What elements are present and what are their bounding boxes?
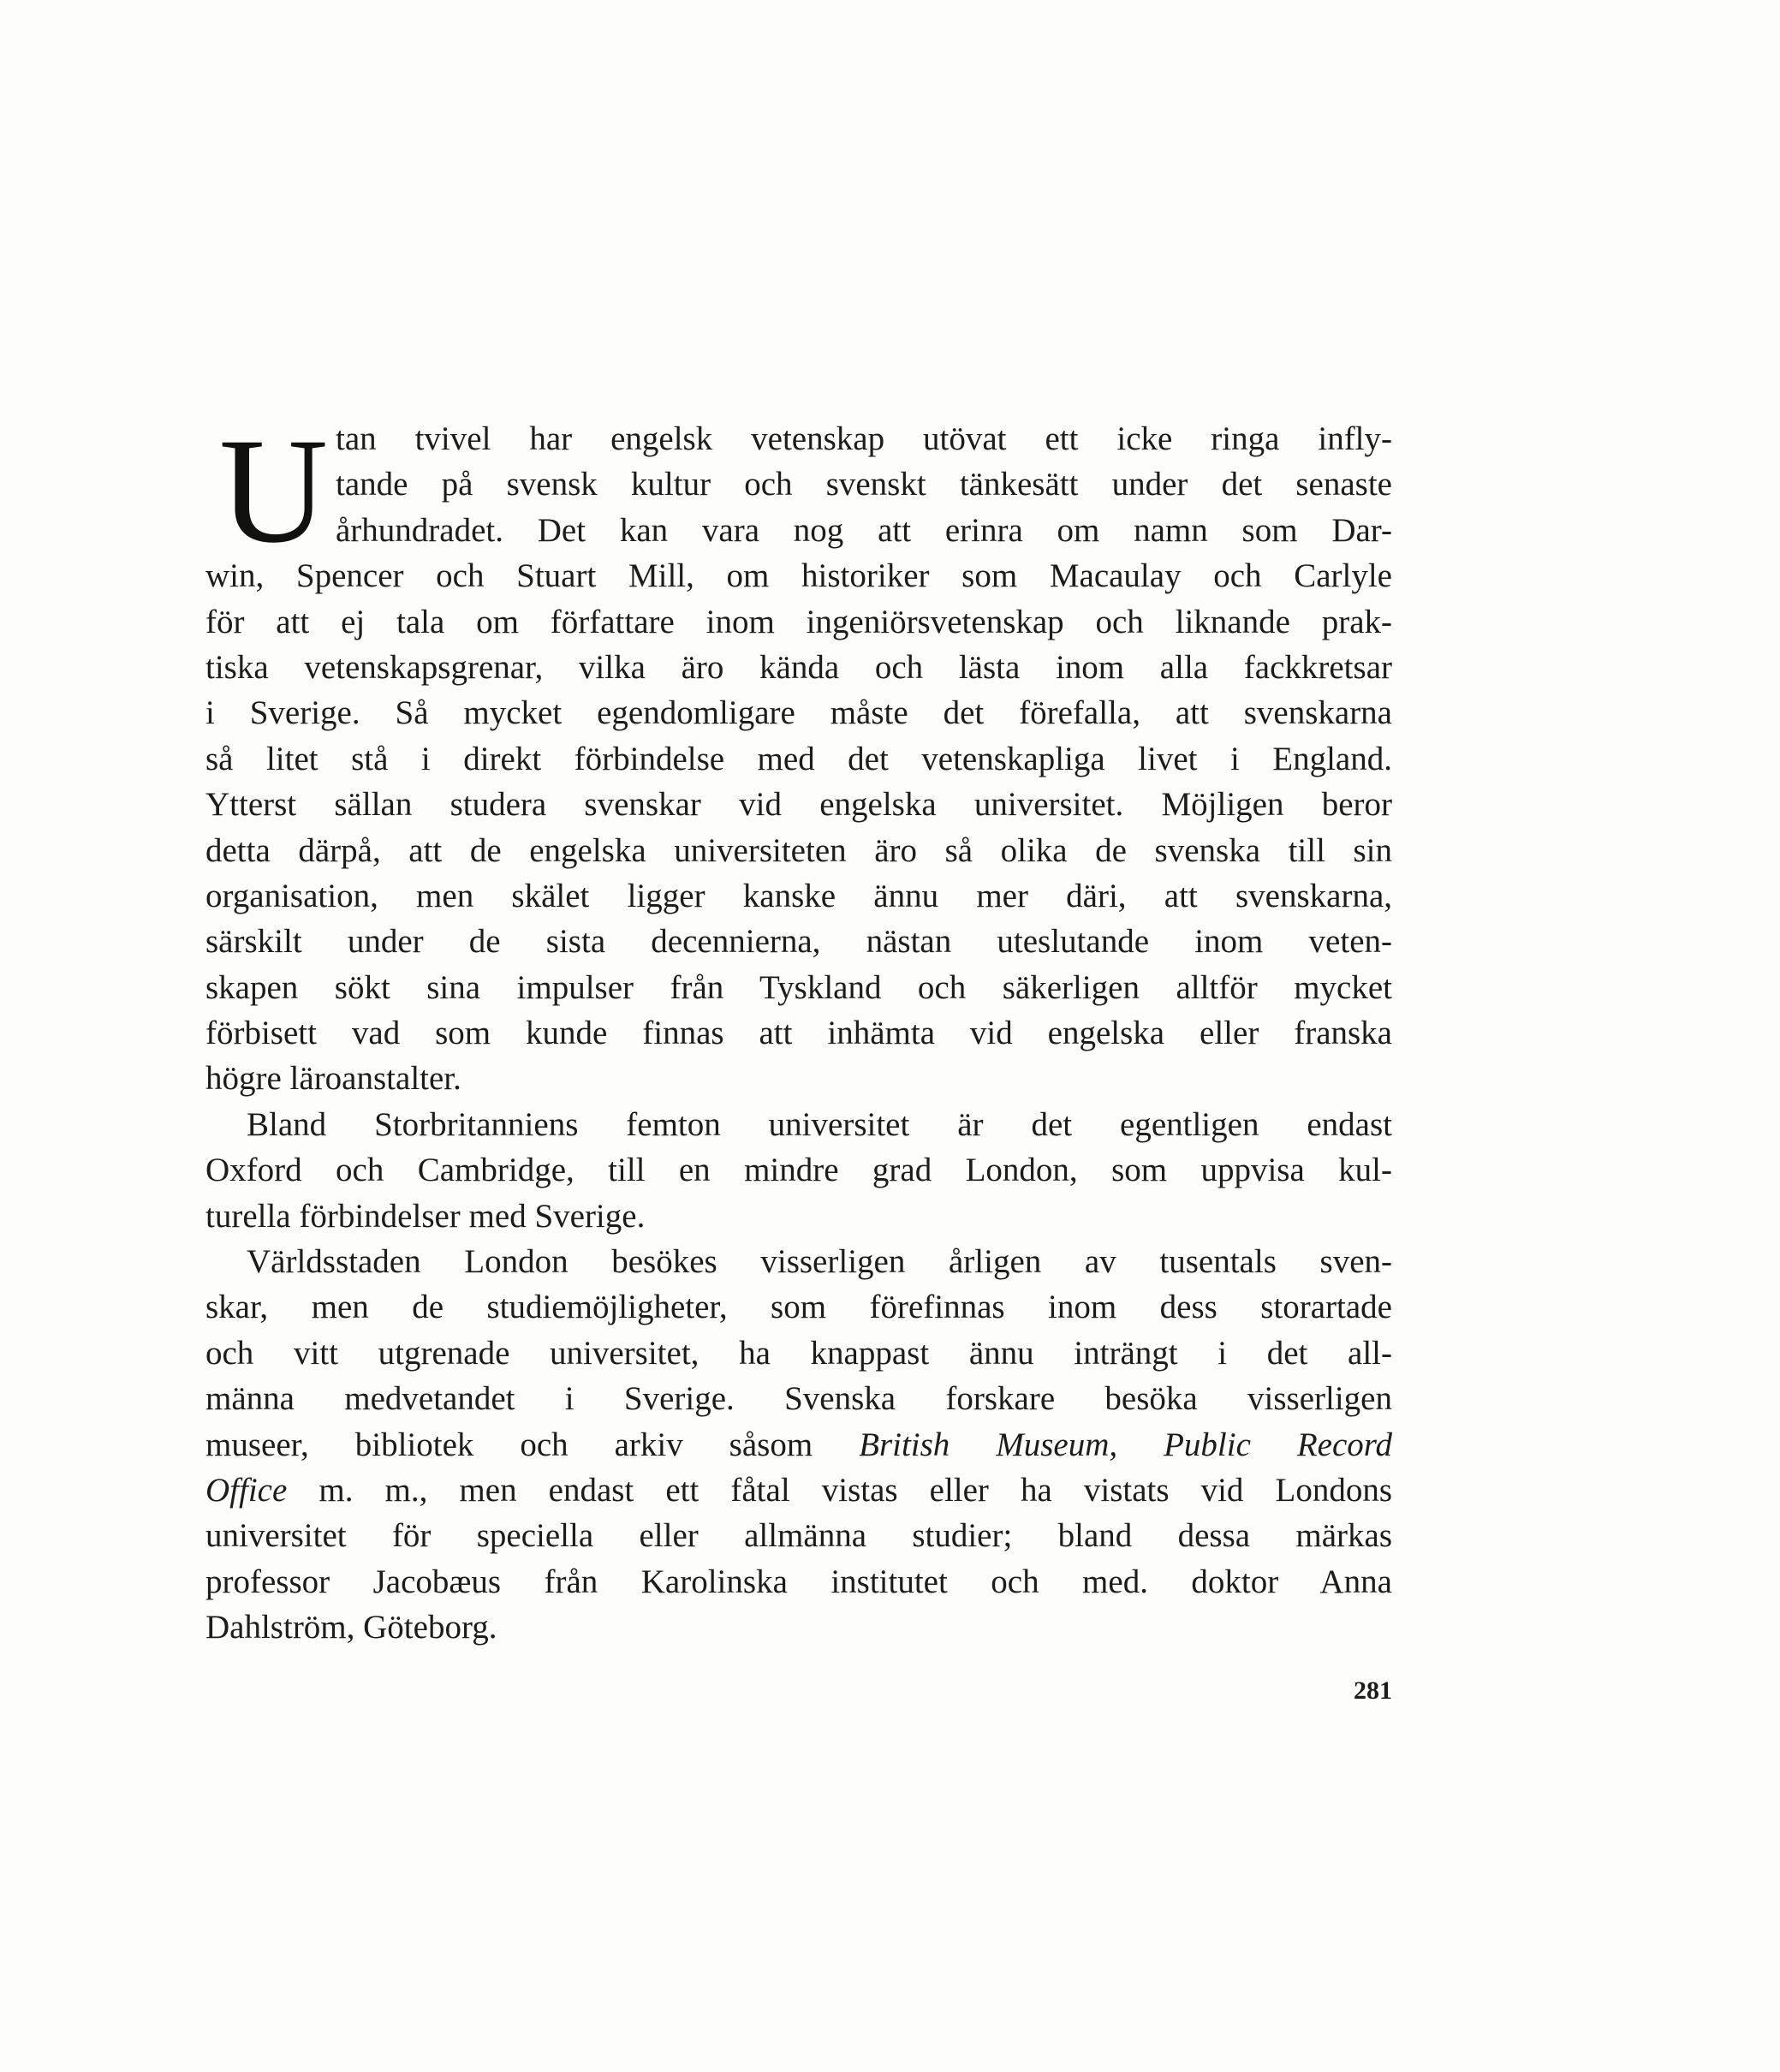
text-line: Bland Storbritanniens femton universitet är det egentligen endast [247, 1105, 1392, 1143]
text-line: Ytterst sällan studera svenskar vid engelska universitet. Möjligen beror [205, 786, 1392, 824]
text-line: förbisett vad som kunde finnas att inhämta vid engelska eller franska [205, 1015, 1392, 1052]
text-segment: m. m., men endast ett fåtal vistas eller ha vistats vid Londons [287, 1471, 1392, 1509]
italic-title: Office [205, 1471, 288, 1509]
text-line: detta därpå, att de engelska universiteten äro så olika de svenska till sin [205, 831, 1392, 869]
text-line: i Sverige. Så mycket egendomligare måste det förefalla, att svenskarna [205, 694, 1392, 732]
text-line: skar, men de studiemöjligheter, som förefinnas inom dess storartade [205, 1289, 1392, 1326]
text-line: Världsstaden London besökes visserligen årligen av tusentals sven- [247, 1243, 1392, 1281]
page-number: 281 [1354, 1676, 1392, 1705]
text-line: tiska vetenskapsgrenar, vilka äro kända och lästa inom alla fackkretsar [205, 648, 1392, 686]
text-line [205, 1468, 1392, 1513]
text-line [205, 1422, 1392, 1468]
text-line: tan tvivel har engelsk vetenskap utövat ett icke ringa infly- [336, 420, 1392, 457]
text-line: organisation, men skälet ligger kanske ännu mer däri, att svenskarna, [205, 877, 1392, 914]
text-line: Oxford och Cambridge, till en mindre grad London, som uppvisa kul- [205, 1152, 1392, 1189]
text-line: Dahlström, Göteborg. [205, 1609, 497, 1646]
text-line: professor Jacobæus från Karolinska institutet och med. doktor Anna [205, 1563, 1392, 1600]
text-line: århundradet. Det kan vara nog att erinra om namn som Dar- [336, 511, 1392, 549]
text-line: för att ej tala om författare inom ingeniörsvetenskap och liknande prak- [205, 603, 1392, 640]
text-line: universitet för speciella eller allmänna studier; bland dessa märkas [205, 1517, 1392, 1555]
body-text [205, 408, 1392, 1651]
text-line: win, Spencer och Stuart Mill, om historiker som Macaulay och Carlyle [205, 557, 1392, 595]
italic-title: British Museum, Public Record [859, 1426, 1392, 1463]
drop-cap: U [219, 408, 329, 575]
text-line: så litet stå i direkt förbindelse med det vetenskapliga livet i England. [205, 740, 1392, 777]
text-line: skapen sökt sina impulser från Tyskland och säkerligen alltför mycket [205, 968, 1392, 1006]
text-line: särskilt under de sista decennierna, nästan uteslutande inom veten- [205, 923, 1392, 961]
text-line: högre läroanstalter. [205, 1060, 461, 1098]
text-line: männa medvetandet i Sverige. Svenska forskare besöka visserligen [205, 1380, 1392, 1418]
text-line: tande på svensk kultur och svenskt tänkesätt under det senaste [336, 466, 1392, 503]
text-line: och vitt utgrenade universitet, ha knappast ännu inträngt i det all- [205, 1334, 1392, 1372]
text-line: turella förbindelser med Sverige. [205, 1197, 646, 1235]
text-segment: museer, bibliotek och arkiv såsom [205, 1426, 860, 1463]
